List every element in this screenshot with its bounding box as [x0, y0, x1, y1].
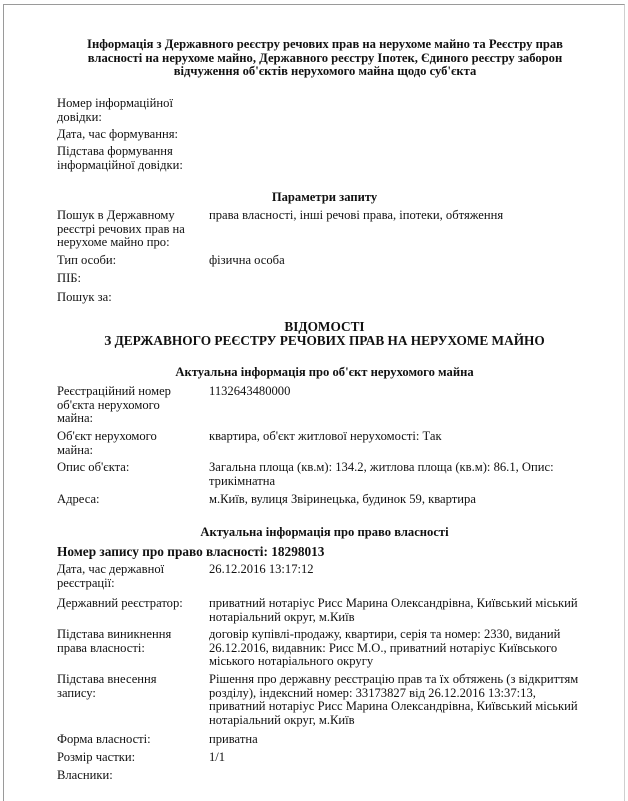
ownership-value: 26.12.2016 13:17:12	[209, 562, 314, 576]
ownership-label: Підстава виникнення права власності:	[57, 627, 172, 655]
ownership-value: 1/1	[209, 750, 226, 764]
ownership-value: приватна	[209, 732, 258, 746]
query-label: Тип особи:	[57, 253, 117, 267]
ownership-label: Підстава внесення запису:	[57, 672, 157, 700]
query-label: ПІБ:	[57, 271, 82, 285]
registry-title-line1: ВІДОМОСТІ	[284, 319, 365, 334]
query-label: Пошук в Державному реєстрі речових прав на нерухоме майно про:	[57, 208, 185, 249]
ownership-label: Розмір частки:	[57, 750, 136, 764]
query-value: фізична особа	[209, 253, 285, 267]
property-label: Об'єкт нерухомого майна:	[57, 429, 157, 457]
ownership-value: приватний нотаріус Рисс Марина Олександрівна, Київський міський нотаріальний округ, м.Київ	[209, 596, 578, 624]
property-value: 1132643480000	[209, 384, 291, 398]
query-heading: Параметри запиту	[271, 190, 378, 204]
property-label: Адреса:	[57, 492, 100, 506]
ownership-label: Дата, час державної реєстрації:	[57, 562, 165, 590]
ownership-label: Власники:	[57, 768, 113, 782]
property-label: Опис об'єкта:	[57, 460, 130, 474]
registry-title-line2: З ДЕРЖАВНОГО РЕЄСТРУ РЕЧОВИХ ПРАВ НА НЕРУХОМЕ МАЙНО	[104, 333, 545, 348]
query-label: Пошук за:	[57, 290, 112, 304]
property-value: Загальна площа (кв.м): 134.2, житлова площа (кв.м): 86.1, Опис: трикімнатна	[209, 460, 554, 488]
info-label: Підстава формування інформаційної довідки:	[57, 144, 183, 172]
ownership-heading: Актуальна інформація про право власності	[200, 525, 449, 539]
document-title: Інформація з Державного реєстру речових прав на нерухоме майно та Реєстру прав власності на нерухоме майно, Державного реєстру Іпотек, Єдиного реєстру заборон відчуження об'єктів нерухомого майна щодо суб'єкта	[87, 37, 563, 78]
property-heading: Актуальна інформація про об'єкт нерухомого майна	[175, 365, 474, 379]
property-value: м.Київ, вулиця Звіринецька, будинок 59, квартира	[209, 492, 476, 506]
ownership-label: Форма власності:	[57, 732, 151, 746]
property-label: Реєстраційний номер об'єкта нерухомого майна:	[57, 384, 171, 425]
ownership-value: Рішення про державну реєстрацію прав та їх обтяжень (з відкриттям розділу), індексний номер: 33173827 від 26.12.2016 13:37:13, приватний нотаріус Рисс Марина Олександрівна, Київський міський нотаріальний округ, м.Київ	[209, 672, 579, 727]
info-label: Дата, час формування:	[57, 127, 179, 141]
ownership-record-number: Номер запису про право власності: 18298013	[57, 544, 325, 559]
query-value: права власності, інші речові права, іпотеки, обтяження	[209, 208, 504, 222]
ownership-label: Державний реєстратор:	[57, 596, 183, 610]
info-label: Номер інформаційної довідки:	[57, 96, 173, 124]
property-value: квартира, об'єкт житлової нерухомості: Так	[209, 429, 442, 443]
ownership-value: договір купівлі-продажу, квартири, серія та номер: 2330, виданий 26.12.2016, видавник: Рисс М.О., приватний нотаріус Київського міського нотаріального округу	[209, 627, 561, 668]
